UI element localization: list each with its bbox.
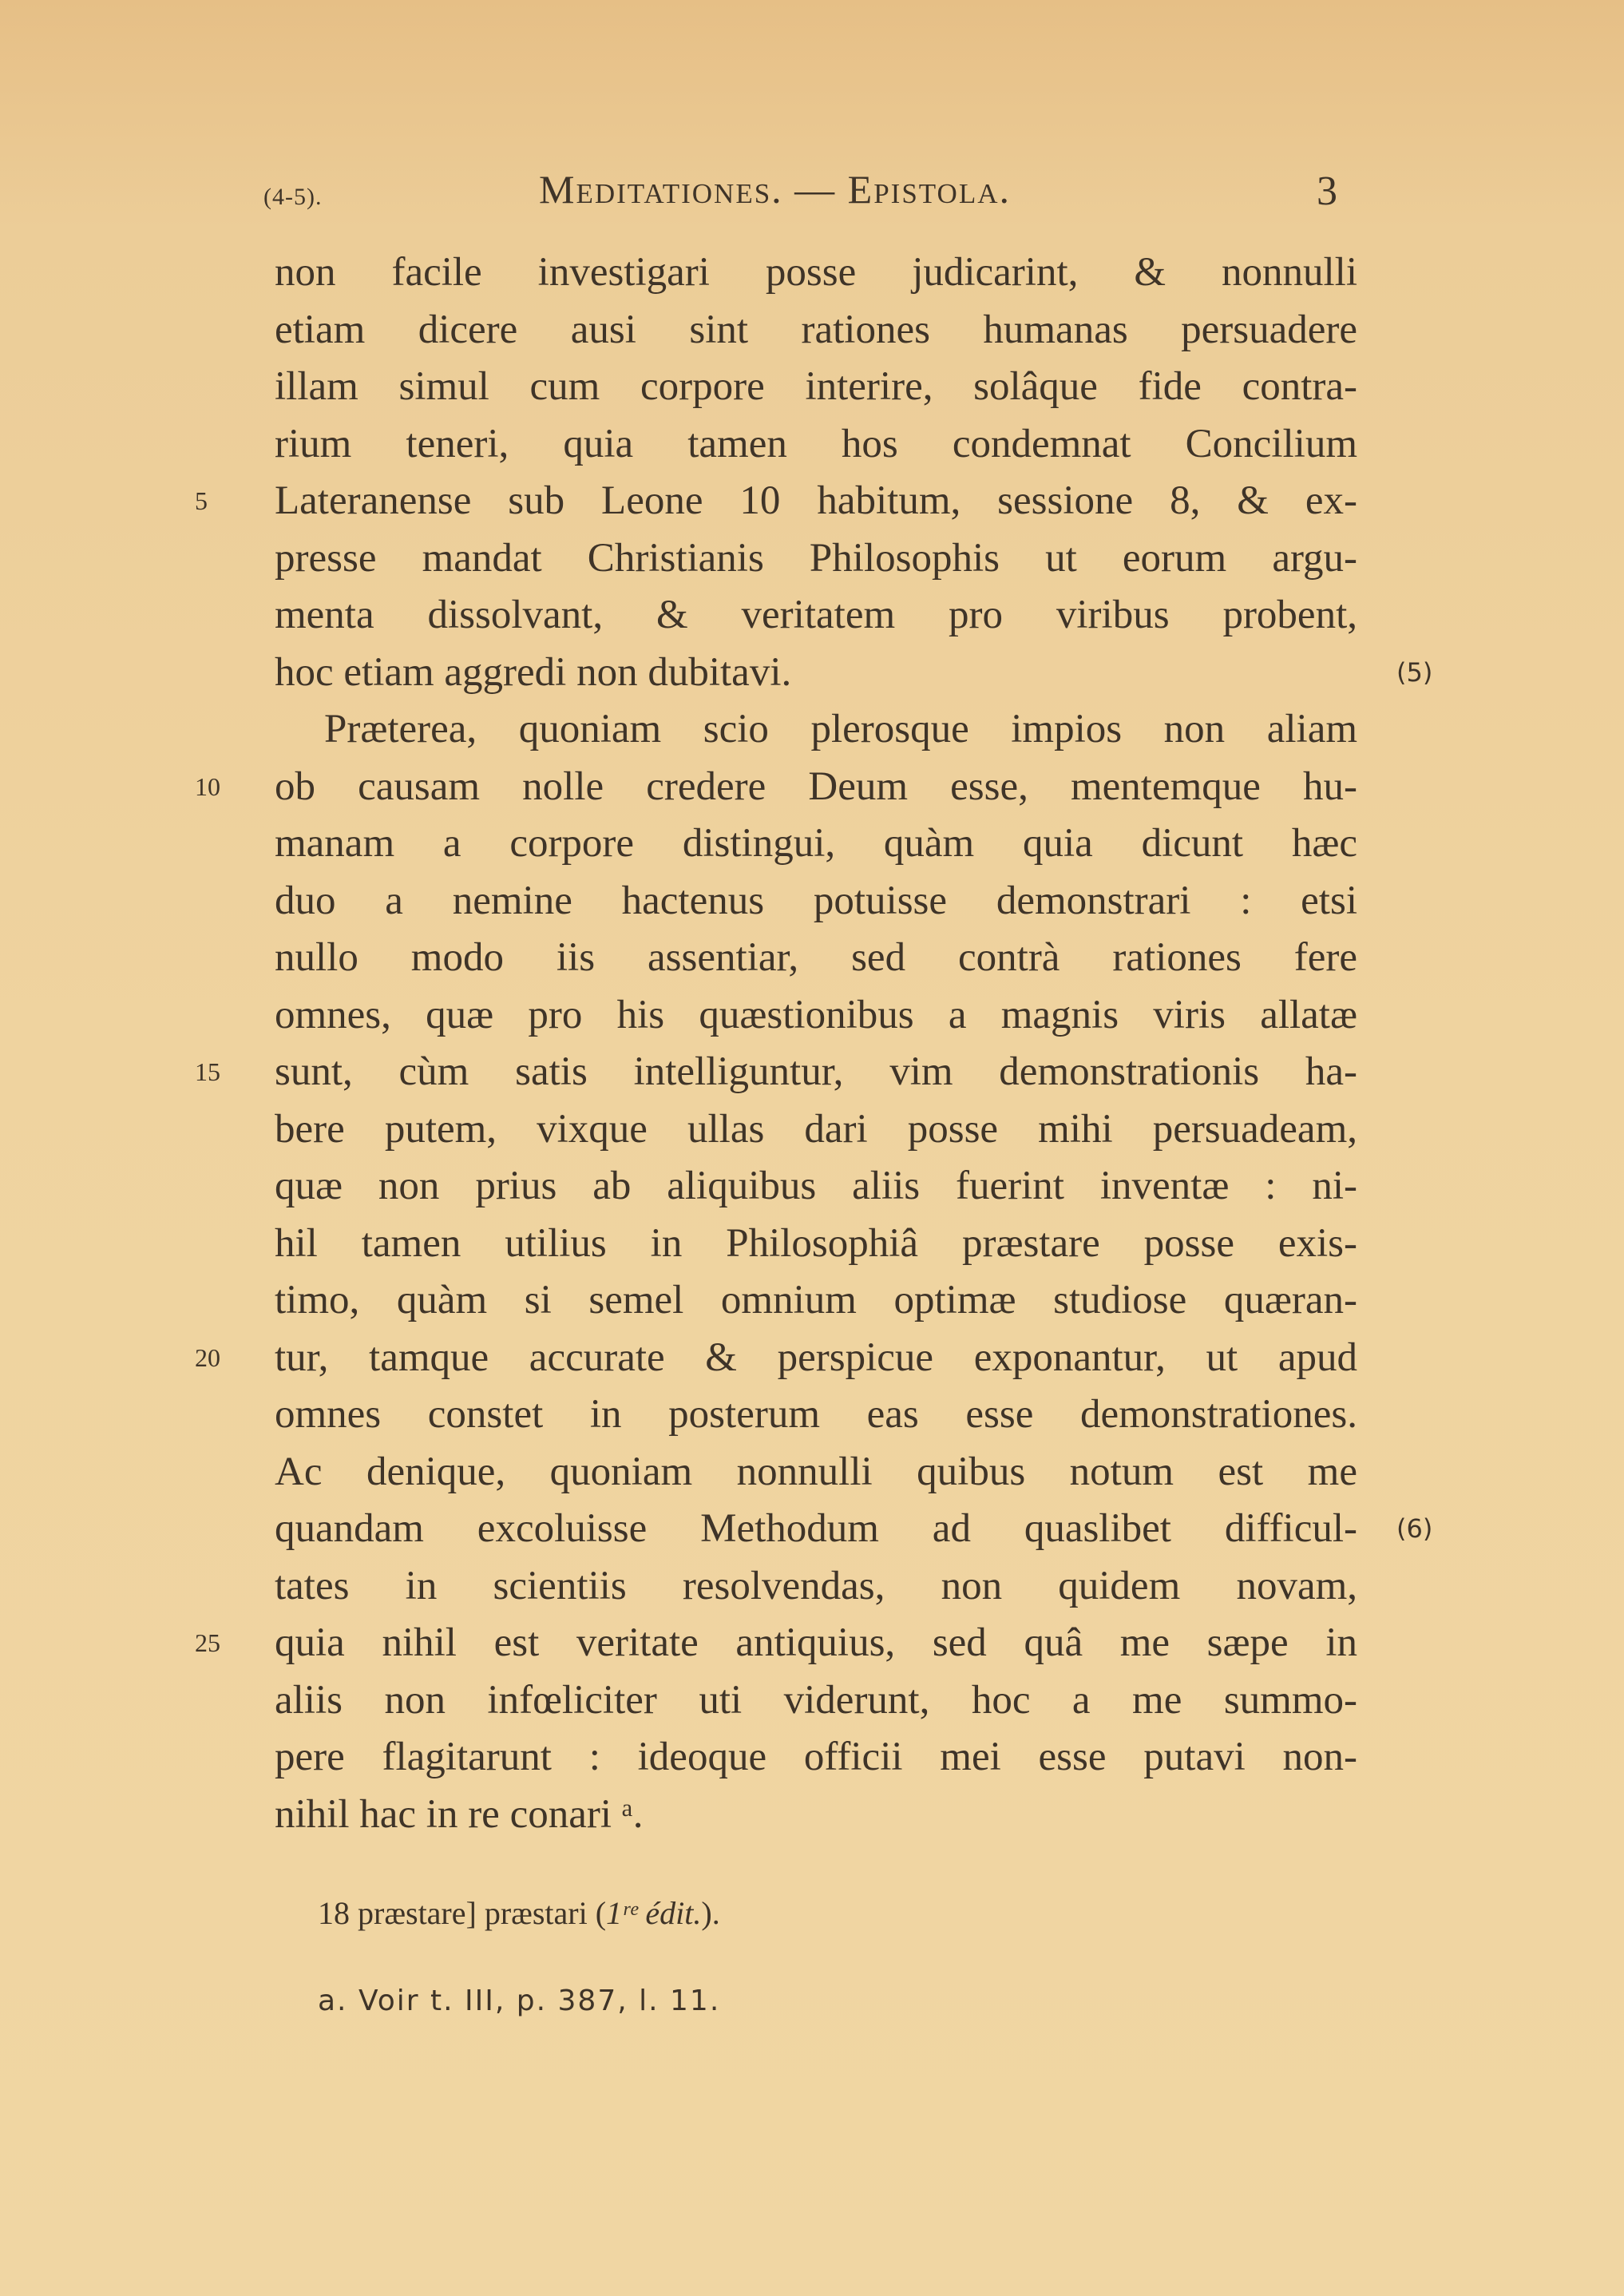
text-line <box>275 1101 1357 1159</box>
text-line <box>275 1501 1433 1558</box>
footnote-a: a. Voir t. III, p. 387, l. 11. <box>318 1985 721 2017</box>
text-line <box>275 1272 1357 1330</box>
text-line <box>275 359 1357 416</box>
text-line <box>275 1215 1357 1273</box>
variant-close: ). <box>701 1895 720 1931</box>
text-line <box>275 644 1433 702</box>
text-line <box>275 987 1357 1045</box>
line-text: Lateranense sub Leone 10 habitum, sessione 8, & ex- <box>275 478 1357 523</box>
line-text: quia nihil est veritate antiquius, sed quâ me sæpe in <box>275 1620 1357 1665</box>
text-line <box>275 1158 1357 1215</box>
line-text: Ac denique, quoniam nonnulli quibus notum est me <box>275 1449 1357 1494</box>
running-title: Meditationes. — Epistola. <box>539 167 1011 212</box>
line-text: quandam excoluisse Methodum ad quaslibet difficul- <box>275 1506 1357 1551</box>
line-text: nihil hac in re conari ᵃ. <box>275 1791 644 1837</box>
line-text: duo a nemine hactenus potuisse demonstrari : etsi <box>275 878 1357 923</box>
page-number: 3 <box>1317 169 1337 214</box>
line-text: omnes, quæ pro his quæstionibus a magnis viris allatæ <box>275 992 1357 1037</box>
text-line <box>195 1044 1357 1101</box>
variant-text: 18 præstare] præstari ( <box>318 1895 607 1931</box>
running-head <box>263 166 1357 222</box>
line-text: ob causam nolle credere Deum esse, mentemque hu- <box>275 763 1357 809</box>
line-text: quæ non prius ab aliquibus aliis fuerint inventæ : ni- <box>275 1164 1357 1208</box>
text-line <box>195 1615 1357 1672</box>
text-line <box>195 473 1357 530</box>
line-text: tur, tamque accurate & perspicue exponantur, ut apud <box>275 1334 1357 1380</box>
margin-reference: (5) <box>1396 656 1433 688</box>
text-line <box>275 815 1357 873</box>
line-text: bere putem, vixque ullas dari posse mihi persuadeam, <box>275 1106 1357 1152</box>
line-text: illam simul cum corpore interire, solâque fide contra- <box>275 364 1357 409</box>
page-range: (4-5). <box>263 184 323 210</box>
text-line <box>275 530 1357 588</box>
line-text: aliis non infœliciter uti viderunt, hoc a me summo- <box>275 1677 1357 1723</box>
margin-reference: (6) <box>1396 1513 1433 1544</box>
text-line <box>275 1729 1357 1786</box>
line-text: nullo modo iis assentiar, sed contrà rationes fere <box>275 935 1357 980</box>
line-text: pere flagitarunt : ideoque officii mei esse putavi non- <box>275 1735 1357 1779</box>
line-number: 10 <box>195 771 220 801</box>
text-line <box>275 873 1357 930</box>
line-text: sunt, cùm satis intelliguntur, vim demonstrationis ha- <box>275 1049 1357 1094</box>
line-number: 25 <box>195 1628 220 1657</box>
line-text: omnes constet in posterum eas esse demonstrationes. <box>275 1392 1357 1437</box>
line-text: hil tamen utilius in Philosophiâ præstare posse exis- <box>275 1220 1357 1266</box>
line-text: presse mandat Christianis Philosophis ut eorum argu- <box>275 535 1357 581</box>
line-text: menta dissolvant, & veritatem pro viribus probent, <box>275 593 1357 637</box>
text-line <box>275 1786 1357 1844</box>
text-line <box>275 1444 1357 1501</box>
line-number: 5 <box>195 486 208 515</box>
text-line <box>275 1386 1357 1444</box>
line-text: tates in scientiis resolvendas, non quidem novam, <box>275 1563 1357 1608</box>
variant-edition: 1ʳᵉ édit. <box>606 1895 702 1931</box>
text-line <box>275 1558 1357 1616</box>
line-text: timo, quàm si semel omnium optimæ studiose quæran- <box>275 1278 1357 1322</box>
line-text: non facile investigari posse judicarint, & nonnulli <box>275 250 1357 295</box>
line-text: Præterea, quoniam scio plerosque impios non aliam <box>324 707 1357 751</box>
line-number: 15 <box>195 1057 220 1086</box>
text-line <box>195 1330 1357 1387</box>
text-line <box>275 930 1357 987</box>
line-text: rium teneri, quia tamen hos condemnat Concilium <box>275 421 1357 466</box>
line-number: 20 <box>195 1342 220 1372</box>
text-line <box>275 244 1357 302</box>
body-text <box>195 244 1433 1843</box>
text-line <box>275 302 1357 359</box>
text-line <box>275 701 1357 759</box>
line-text: etiam dicere ausi sint rationes humanas persuadere <box>275 307 1357 352</box>
variant-reading <box>318 1890 1276 1937</box>
line-text: manam a corpore distingui, quàm quia dicunt hæc <box>275 821 1357 866</box>
line-text: hoc etiam aggredi non dubitavi. <box>275 649 792 695</box>
footnotes <box>318 1890 1276 2025</box>
text-line <box>275 416 1357 474</box>
text-line <box>275 1672 1357 1730</box>
text-line <box>195 759 1357 816</box>
text-line <box>275 587 1357 644</box>
